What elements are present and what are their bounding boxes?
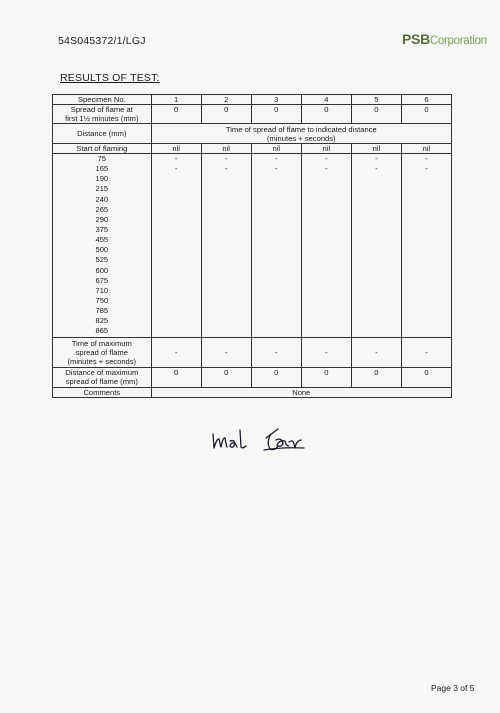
spread-time-cell bbox=[301, 235, 351, 245]
signatures bbox=[210, 422, 320, 456]
spread-time-cell bbox=[301, 205, 351, 215]
max-time-value: - bbox=[301, 337, 351, 367]
spread-time-cell bbox=[251, 326, 301, 337]
spread-time-cell bbox=[401, 235, 451, 245]
max-distance-row bbox=[53, 367, 452, 387]
spread-time-cell bbox=[201, 225, 251, 235]
distance-value: 455 bbox=[53, 235, 152, 245]
spread-time-cell bbox=[301, 306, 351, 316]
spread-time-cell bbox=[301, 184, 351, 194]
spread-time-cell bbox=[351, 184, 401, 194]
spread-time-cell: - bbox=[401, 164, 451, 174]
max-time-value: - bbox=[151, 337, 201, 367]
spread-time-cell bbox=[351, 174, 401, 184]
max-time-label-line: spread of flame bbox=[75, 347, 128, 357]
distance-value: 375 bbox=[53, 225, 152, 235]
spread-time-cell bbox=[401, 215, 451, 225]
distance-value: 785 bbox=[53, 306, 152, 316]
spread-time-cell bbox=[251, 296, 301, 306]
spread-time-cell bbox=[301, 276, 351, 286]
spread-time-cell bbox=[151, 306, 201, 316]
spread-time-cell bbox=[351, 326, 401, 337]
distance-row bbox=[53, 306, 452, 316]
spread-time-cell bbox=[401, 326, 451, 337]
specimen-number: 2 bbox=[201, 95, 251, 105]
spread-time-cell bbox=[351, 306, 401, 316]
spread-time-cell bbox=[251, 184, 301, 194]
distance-value: 290 bbox=[53, 215, 152, 225]
spread-time-cell bbox=[201, 215, 251, 225]
spread-time-cell bbox=[151, 296, 201, 306]
distance-row bbox=[53, 215, 452, 225]
spread-time-cell bbox=[401, 245, 451, 255]
spread-time-cell bbox=[351, 205, 401, 215]
signature-1 bbox=[213, 430, 246, 448]
distance-row bbox=[53, 255, 452, 265]
distance-value: 865 bbox=[53, 326, 152, 337]
spread-time-cell bbox=[401, 286, 451, 296]
spread-time-cell bbox=[301, 286, 351, 296]
distance-row bbox=[53, 286, 452, 296]
spread-time-cell bbox=[201, 266, 251, 276]
spread-time-cell bbox=[251, 235, 301, 245]
document-reference: 54S045372/1/LGJ bbox=[58, 35, 146, 47]
distance-heading-row bbox=[53, 124, 452, 144]
distance-value: 240 bbox=[53, 195, 152, 205]
distance-row bbox=[53, 316, 452, 326]
spread-time-cell bbox=[151, 326, 201, 337]
spread-time-cell bbox=[151, 174, 201, 184]
comments-label: Comments bbox=[53, 387, 152, 397]
distance-value: 825 bbox=[53, 316, 152, 326]
spread-time-cell bbox=[301, 195, 351, 205]
distance-value: 750 bbox=[53, 296, 152, 306]
specimen-number: 6 bbox=[401, 95, 451, 105]
specimen-number: 5 bbox=[351, 95, 401, 105]
distance-row bbox=[53, 326, 452, 337]
spread-time-cell: - bbox=[351, 154, 401, 165]
spread-time-cell bbox=[351, 245, 401, 255]
spread-time-cell bbox=[201, 316, 251, 326]
spread-label bbox=[53, 105, 152, 124]
max-distance-label-line: spread of flame (mm) bbox=[65, 377, 138, 387]
start-of-flaming-value: nil bbox=[301, 144, 351, 154]
distance-value: 265 bbox=[53, 205, 152, 215]
spread-time-cell bbox=[401, 184, 451, 194]
distance-row bbox=[53, 245, 452, 255]
start-of-flaming-value: nil bbox=[351, 144, 401, 154]
spread-value: 0 bbox=[151, 105, 201, 124]
spread-time-cell bbox=[251, 225, 301, 235]
spread-time-cell bbox=[351, 255, 401, 265]
spread-time-cell: - bbox=[251, 164, 301, 174]
spread-time-cell bbox=[301, 174, 351, 184]
psb-corporation-logo bbox=[402, 31, 487, 47]
page-number: Page 3 of 5 bbox=[431, 683, 475, 693]
distance-value: 500 bbox=[53, 245, 152, 255]
spread-time-cell bbox=[251, 266, 301, 276]
spread-time-cell bbox=[151, 276, 201, 286]
max-distance-value: 0 bbox=[401, 367, 451, 387]
distance-value: 190 bbox=[53, 174, 152, 184]
spread-time-cell bbox=[251, 215, 301, 225]
distance-value: 525 bbox=[53, 255, 152, 265]
spread-time-cell bbox=[251, 306, 301, 316]
distance-row bbox=[53, 296, 452, 306]
spread-time-cell bbox=[401, 306, 451, 316]
spread-time-cell bbox=[201, 235, 251, 245]
spread-time-cell: - bbox=[151, 164, 201, 174]
spread-time-cell bbox=[201, 255, 251, 265]
specimen-number: 3 bbox=[251, 95, 301, 105]
spread-time-cell bbox=[151, 286, 201, 296]
logo-part-corporation: Corporation bbox=[429, 35, 487, 47]
spread-time-cell: - bbox=[401, 154, 451, 165]
max-time-value: - bbox=[401, 337, 451, 367]
spread-time-cell bbox=[151, 215, 201, 225]
max-time-value: - bbox=[201, 337, 251, 367]
distance-row bbox=[53, 266, 452, 276]
distance-row bbox=[53, 174, 452, 184]
spread-time-cell bbox=[151, 225, 201, 235]
specimen-number: 1 bbox=[151, 95, 201, 105]
spread-time-cell bbox=[201, 174, 251, 184]
spread-time-cell bbox=[301, 245, 351, 255]
distance-value: 675 bbox=[53, 276, 152, 286]
specimen-label: Specimen No. bbox=[53, 95, 152, 105]
comments-value: None bbox=[151, 387, 451, 397]
spread-time-cell bbox=[201, 326, 251, 337]
max-time-label-line: Time of maximum bbox=[71, 338, 132, 348]
spread-time-cell bbox=[251, 255, 301, 265]
distance-row bbox=[53, 195, 452, 205]
spread-time-cell bbox=[251, 316, 301, 326]
spread-time-cell bbox=[151, 255, 201, 265]
max-distance-value: 0 bbox=[201, 367, 251, 387]
spread-time-cell bbox=[151, 266, 201, 276]
spread-row bbox=[53, 105, 452, 124]
section-title: RESULTS OF TEST: bbox=[60, 72, 160, 84]
distance-row bbox=[53, 154, 452, 165]
max-time-value: - bbox=[351, 337, 401, 367]
spread-time-cell bbox=[201, 306, 251, 316]
time-heading-line: Time of spread of flame to indicated distance bbox=[225, 124, 377, 134]
spread-time-cell bbox=[201, 245, 251, 255]
spread-time-cell bbox=[401, 174, 451, 184]
distance-value: 215 bbox=[53, 184, 152, 194]
spread-time-cell bbox=[201, 184, 251, 194]
distance-row bbox=[53, 184, 452, 194]
spread-time-cell bbox=[201, 195, 251, 205]
distance-row bbox=[53, 164, 452, 174]
logo-part-psb: PSB bbox=[402, 31, 430, 47]
start-of-flaming-label: Start of flaming bbox=[53, 144, 152, 154]
spread-time-cell bbox=[251, 205, 301, 215]
distance-row bbox=[53, 225, 452, 235]
spread-time-cell bbox=[401, 266, 451, 276]
max-time-row bbox=[53, 337, 452, 367]
spread-time-cell bbox=[401, 255, 451, 265]
spread-value: 0 bbox=[351, 105, 401, 124]
spread-time-cell bbox=[151, 245, 201, 255]
start-of-flaming-value: nil bbox=[201, 144, 251, 154]
spread-time-cell: - bbox=[201, 164, 251, 174]
spread-time-cell bbox=[201, 276, 251, 286]
specimen-header-row bbox=[53, 95, 452, 105]
spread-time-cell bbox=[351, 266, 401, 276]
start-of-flaming-value: nil bbox=[151, 144, 201, 154]
spread-time-cell: - bbox=[351, 164, 401, 174]
time-heading bbox=[151, 124, 451, 144]
spread-time-cell bbox=[351, 286, 401, 296]
spread-time-cell bbox=[401, 195, 451, 205]
distance-row bbox=[53, 205, 452, 215]
spread-time-cell bbox=[201, 296, 251, 306]
spread-time-cell bbox=[351, 316, 401, 326]
distance-row bbox=[53, 235, 452, 245]
spread-time-cell bbox=[401, 205, 451, 215]
spread-time-cell bbox=[251, 286, 301, 296]
spread-time-cell: - bbox=[251, 154, 301, 165]
specimen-number: 4 bbox=[301, 95, 351, 105]
spread-time-cell bbox=[301, 326, 351, 337]
max-distance-value: 0 bbox=[251, 367, 301, 387]
spread-time-cell bbox=[251, 276, 301, 286]
max-distance-value: 0 bbox=[301, 367, 351, 387]
max-time-value: - bbox=[251, 337, 301, 367]
spread-time-cell bbox=[201, 205, 251, 215]
spread-time-cell bbox=[151, 184, 201, 194]
time-heading-line: (minutes + seconds) bbox=[267, 133, 336, 143]
spread-time-cell bbox=[301, 266, 351, 276]
start-of-flaming-value: nil bbox=[251, 144, 301, 154]
max-time-label-line: (minutes + seconds) bbox=[67, 356, 137, 366]
spread-value: 0 bbox=[201, 105, 251, 124]
spread-value: 0 bbox=[301, 105, 351, 124]
spread-time-cell bbox=[351, 195, 401, 205]
spread-time-cell bbox=[351, 225, 401, 235]
spread-label-line: Spread of flame at bbox=[70, 105, 133, 114]
spread-time-cell bbox=[401, 316, 451, 326]
spread-time-cell: - bbox=[301, 154, 351, 165]
spread-label-line: first 1½ minutes (mm) bbox=[65, 114, 139, 123]
spread-time-cell bbox=[351, 276, 401, 286]
distance-value: 75 bbox=[53, 154, 152, 165]
distance-row bbox=[53, 276, 452, 286]
spread-time-cell bbox=[301, 225, 351, 235]
spread-time-cell bbox=[351, 235, 401, 245]
distance-value: 710 bbox=[53, 286, 152, 296]
signature-2 bbox=[264, 429, 304, 450]
spread-time-cell bbox=[251, 195, 301, 205]
spread-time-cell: - bbox=[201, 154, 251, 165]
spread-time-cell bbox=[201, 286, 251, 296]
max-time-label bbox=[53, 337, 152, 367]
spread-time-cell bbox=[251, 245, 301, 255]
spread-value: 0 bbox=[251, 105, 301, 124]
start-of-flaming-row bbox=[53, 144, 452, 154]
comments-row bbox=[53, 387, 452, 397]
distance-value: 600 bbox=[53, 266, 152, 276]
spread-time-cell bbox=[251, 174, 301, 184]
spread-time-cell: - bbox=[151, 154, 201, 165]
spread-time-cell: - bbox=[301, 164, 351, 174]
spread-time-cell bbox=[151, 195, 201, 205]
spread-time-cell bbox=[151, 235, 201, 245]
spread-time-cell bbox=[301, 296, 351, 306]
spread-time-cell bbox=[301, 215, 351, 225]
results-table bbox=[52, 94, 452, 398]
spread-time-cell bbox=[301, 316, 351, 326]
spread-time-cell bbox=[351, 215, 401, 225]
spread-value: 0 bbox=[401, 105, 451, 124]
spread-time-cell bbox=[351, 296, 401, 306]
max-distance-label-line: Distance of maximum bbox=[65, 368, 139, 378]
max-distance-value: 0 bbox=[151, 367, 201, 387]
max-distance-label bbox=[53, 367, 152, 387]
spread-time-cell bbox=[301, 255, 351, 265]
spread-time-cell bbox=[151, 316, 201, 326]
max-distance-value: 0 bbox=[351, 367, 401, 387]
spread-time-cell bbox=[151, 205, 201, 215]
distance-value: 165 bbox=[53, 164, 152, 174]
spread-time-cell bbox=[401, 296, 451, 306]
spread-time-cell bbox=[401, 225, 451, 235]
distance-label: Distance (mm) bbox=[53, 124, 152, 144]
start-of-flaming-value: nil bbox=[401, 144, 451, 154]
spread-time-cell bbox=[401, 276, 451, 286]
